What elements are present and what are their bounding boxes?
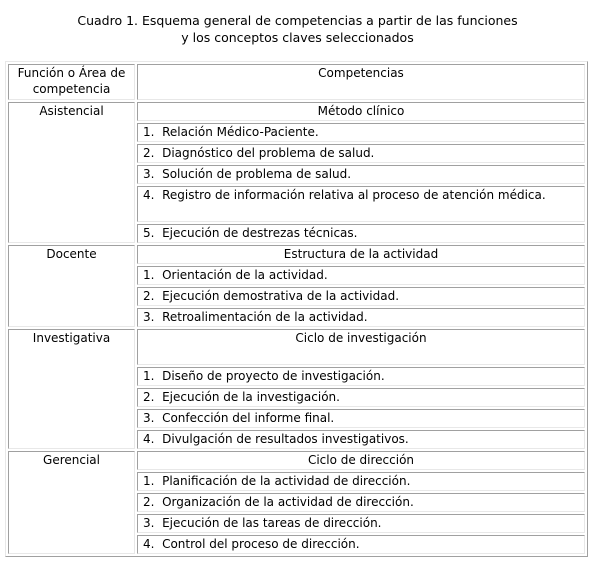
group-title-row [8, 451, 585, 470]
competency-item: 4. Registro de información relativa al proceso de atención médica. [137, 186, 585, 222]
competency-item: 4. Control del proceso de dirección. [137, 535, 585, 554]
area-cell: Gerencial [8, 451, 135, 554]
area-cell: Docente [8, 245, 135, 327]
competency-item: 1. Planificación de la actividad de dirección. [137, 472, 585, 491]
competency-item: 3. Retroalimentación de la actividad. [137, 308, 585, 327]
group-title-row [8, 102, 585, 121]
group-title: Estructura de la actividad [137, 245, 585, 264]
area-cell: Asistencial [8, 102, 135, 243]
competency-item: 4. Divulgación de resultados investigativos. [137, 430, 585, 449]
competency-item: 3. Solución de problema de salud. [137, 165, 585, 184]
competency-item: 3. Confección del informe final. [137, 409, 585, 428]
competency-item: 2. Diagnóstico del problema de salud. [137, 144, 585, 163]
header-competencias: Competencias [137, 64, 585, 100]
header-area: Función o Área de competencia [8, 64, 135, 100]
group-title: Método clínico [137, 102, 585, 121]
competency-item: 1. Diseño de proyecto de investigación. [137, 367, 585, 386]
competency-item: 1. Orientación de la actividad. [137, 266, 585, 285]
group-title-row [8, 329, 585, 365]
group-title-row [8, 245, 585, 264]
group-title: Ciclo de investigación [137, 329, 585, 365]
area-cell: Investigativa [8, 329, 135, 449]
caption-line-2: y los conceptos claves seleccionados [181, 30, 414, 45]
competency-item: 2. Organización de la actividad de dirección. [137, 493, 585, 512]
competency-item: 1. Relación Médico-Paciente. [137, 123, 585, 142]
competency-item: 3. Ejecución de las tareas de dirección. [137, 514, 585, 533]
group-title: Ciclo de dirección [137, 451, 585, 470]
competencies-table [5, 61, 588, 557]
caption-line-1: Cuadro 1. Esquema general de competencias a partir de las funciones [77, 13, 518, 28]
competency-item: 2. Ejecución demostrativa de la actividad. [137, 287, 585, 306]
header-row [8, 64, 585, 100]
competency-item: 5. Ejecución de destrezas técnicas. [137, 224, 585, 243]
competency-item: 2. Ejecución de la investigación. [137, 388, 585, 407]
table-caption [0, 12, 595, 46]
